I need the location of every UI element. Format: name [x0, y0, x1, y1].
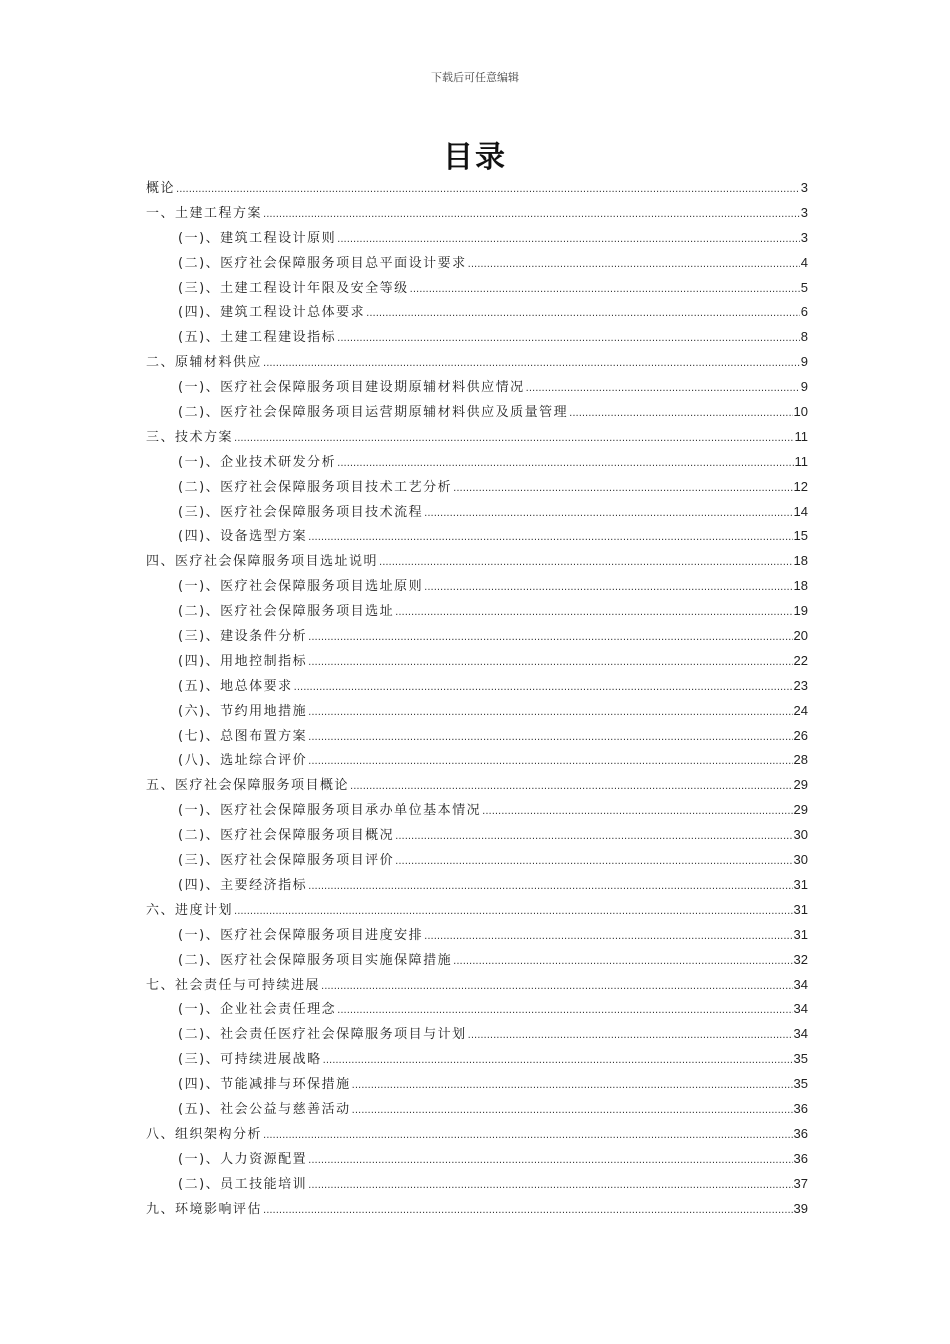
toc-entry[interactable] — [146, 748, 808, 773]
toc-entry[interactable] — [146, 823, 808, 848]
toc-entry-title: (二)、医疗社会保障服务项目技术工艺分析 — [178, 479, 453, 495]
toc-dot-leader — [263, 203, 800, 228]
toc-entry[interactable] — [146, 574, 808, 599]
toc-page-number: 35 — [793, 1051, 808, 1067]
toc-entry[interactable] — [146, 773, 808, 798]
toc-entry-title: (二)、医疗社会保障服务项目实施保障措施 — [178, 952, 453, 968]
toc-dot-leader — [569, 402, 792, 427]
toc-entry-title: 四、医疗社会保障服务项目选址说明 — [146, 554, 379, 570]
toc-entry-title: (三)、建设条件分析 — [178, 629, 308, 645]
toc-page-number: 23 — [793, 677, 808, 693]
toc-entry[interactable] — [146, 201, 808, 226]
toc-entry[interactable] — [146, 450, 808, 475]
toc-page-number: 3 — [800, 204, 808, 220]
toc-dot-leader — [395, 601, 792, 626]
toc-entry-title: (二)、医疗社会保障服务项目运营期原辅材料供应及质量管理 — [178, 405, 569, 421]
toc-entry[interactable] — [146, 624, 808, 649]
toc-page-number: 11 — [794, 428, 808, 444]
toc-entry[interactable] — [146, 997, 808, 1022]
toc-entry-title: (一)、医疗社会保障服务项目承办单位基本情况 — [178, 803, 482, 819]
toc-dot-leader — [468, 1024, 793, 1049]
toc-page-number: 36 — [793, 1100, 808, 1116]
toc-entry[interactable] — [146, 350, 808, 375]
toc-dot-leader — [352, 1074, 793, 1099]
toc-entry-title: (八)、选址综合评价 — [178, 753, 308, 769]
toc-page-number: 24 — [793, 702, 808, 718]
toc-entry[interactable] — [146, 798, 808, 823]
toc-entry[interactable] — [146, 674, 808, 699]
toc-dot-leader — [337, 228, 800, 253]
toc-entry[interactable] — [146, 699, 808, 724]
toc-entry-title: (五)、土建工程建设指标 — [178, 330, 337, 346]
toc-page-number: 10 — [793, 404, 808, 420]
toc-entry-title: (三)、医疗社会保障服务项目评价 — [178, 853, 395, 869]
toc-page-number: 3 — [800, 180, 808, 195]
toc-dot-leader — [321, 975, 793, 1000]
toc-page-number: 12 — [793, 478, 808, 494]
toc-dot-leader — [424, 576, 792, 601]
toc-entry[interactable] — [146, 524, 808, 549]
toc-page-number: 35 — [793, 1076, 808, 1092]
toc-entry[interactable] — [146, 549, 808, 574]
toc-page-number: 28 — [793, 752, 808, 768]
toc-entry[interactable] — [146, 176, 808, 201]
toc-entry[interactable] — [146, 325, 808, 350]
toc-entry-title: (四)、用地控制指标 — [178, 653, 308, 669]
toc-dot-leader — [294, 676, 793, 701]
toc-page-number: 29 — [793, 777, 808, 793]
toc-dot-leader — [350, 775, 793, 800]
toc-dot-leader — [352, 1099, 793, 1124]
toc-page-number: 31 — [793, 901, 808, 917]
toc-page-number: 26 — [793, 727, 808, 743]
toc-entry[interactable] — [146, 226, 808, 251]
toc-dot-leader — [263, 1124, 793, 1149]
toc-page-number: 19 — [793, 603, 808, 619]
toc-entry-title: (一)、建筑工程设计原则 — [178, 230, 337, 246]
toc-dot-leader — [424, 502, 792, 527]
toc-entry[interactable] — [146, 475, 808, 500]
toc-dot-leader — [482, 800, 792, 825]
toc-entry[interactable] — [146, 1022, 808, 1047]
toc-page-number: 37 — [793, 1175, 808, 1191]
toc-dot-leader — [176, 178, 800, 203]
toc-page-number: 3 — [800, 229, 808, 245]
toc-entry[interactable] — [146, 898, 808, 923]
toc-entry[interactable] — [146, 1197, 808, 1222]
toc-page-number: 6 — [800, 304, 808, 320]
toc-entry-title: (一)、人力资源配置 — [178, 1151, 308, 1167]
toc-page-number: 31 — [793, 876, 808, 892]
toc-dot-leader — [468, 253, 800, 278]
toc-page-number: 18 — [793, 578, 808, 594]
toc-page-number: 15 — [793, 528, 808, 544]
toc-entry[interactable] — [146, 923, 808, 948]
toc-entry-title: (一)、医疗社会保障服务项目选址原则 — [178, 579, 424, 595]
toc-page-number: 30 — [793, 852, 808, 868]
document-title: 目录 — [443, 140, 507, 175]
toc-entry-title: 六、进度计划 — [146, 902, 234, 918]
toc-dot-leader — [379, 551, 793, 576]
toc-dot-leader — [337, 452, 793, 477]
toc-entry-title: (二)、社会责任医疗社会保障服务项目与计划 — [178, 1027, 467, 1043]
toc-dot-leader — [263, 1199, 793, 1224]
toc-page-number: 31 — [793, 926, 808, 942]
toc-entry[interactable] — [146, 948, 808, 973]
toc-entry-title: 概论 — [146, 181, 176, 196]
toc-dot-leader — [366, 302, 800, 327]
toc-page-number: 5 — [800, 279, 808, 295]
toc-entry-title: (六)、节约用地措施 — [178, 703, 308, 719]
toc-page-number: 34 — [793, 976, 808, 992]
toc-dot-leader — [308, 526, 792, 551]
toc-dot-leader — [337, 327, 800, 352]
toc-dot-leader — [308, 1174, 792, 1199]
toc-entry[interactable] — [146, 724, 808, 749]
toc-entry-title: (四)、设备选型方案 — [178, 529, 308, 545]
toc-dot-leader — [424, 925, 792, 950]
toc-entry-title: (五)、社会公益与慈善活动 — [178, 1101, 351, 1117]
toc-entry-title: (五)、地总体要求 — [178, 678, 293, 694]
toc-entry[interactable] — [146, 276, 808, 301]
toc-dot-leader — [526, 377, 800, 402]
toc-entry-title: (四)、建筑工程设计总体要求 — [178, 305, 366, 321]
toc-dot-leader — [308, 626, 792, 651]
toc-entry[interactable] — [146, 1122, 808, 1147]
toc-entry[interactable] — [146, 425, 808, 450]
toc-dot-leader — [308, 875, 792, 900]
toc-entry-title: 三、技术方案 — [146, 429, 234, 445]
toc-entry-title: 五、医疗社会保障服务项目概论 — [146, 778, 350, 794]
toc-entry[interactable] — [146, 873, 808, 898]
toc-entry[interactable] — [146, 1047, 808, 1072]
toc-page-number: 32 — [793, 951, 808, 967]
toc-entry-title: (一)、企业社会责任理念 — [178, 1002, 337, 1018]
toc-dot-leader — [263, 352, 800, 377]
toc-entry-title: 九、环境影响评估 — [146, 1201, 263, 1217]
toc-entry-title: (二)、员工技能培训 — [178, 1176, 308, 1192]
toc-page-number: 9 — [800, 354, 808, 370]
toc-entry-title: (一)、企业技术研发分析 — [178, 454, 337, 470]
toc-entry-title: (二)、医疗社会保障服务项目总平面设计要求 — [178, 255, 467, 271]
toc-dot-leader — [234, 900, 793, 925]
toc-page-number: 29 — [793, 802, 808, 818]
toc-page-number: 30 — [793, 827, 808, 843]
toc-page-number: 34 — [793, 1001, 808, 1017]
toc-dot-leader — [323, 1049, 793, 1074]
toc-entry[interactable] — [146, 848, 808, 873]
toc-entry[interactable] — [146, 973, 808, 998]
toc-entry[interactable] — [146, 599, 808, 624]
toc-entry-title: (三)、可持续进展战略 — [178, 1052, 322, 1068]
toc-entry-title: (四)、主要经济指标 — [178, 877, 308, 893]
table-of-contents — [146, 176, 808, 1221]
toc-entry[interactable] — [146, 649, 808, 674]
toc-entry[interactable] — [146, 1172, 808, 1197]
toc-page-number: 14 — [793, 503, 808, 519]
toc-entry[interactable] — [146, 1147, 808, 1172]
toc-dot-leader — [337, 999, 792, 1024]
toc-page-number: 22 — [793, 652, 808, 668]
toc-page-number: 36 — [793, 1150, 808, 1166]
toc-entry-title: 八、组织架构分析 — [146, 1126, 263, 1142]
toc-dot-leader — [308, 750, 792, 775]
toc-entry-title: 二、原辅材料供应 — [146, 355, 263, 371]
toc-page-number: 36 — [793, 1125, 808, 1141]
toc-dot-leader — [234, 427, 793, 452]
toc-entry-title: (三)、医疗社会保障服务项目技术流程 — [178, 504, 424, 520]
page-header-note: 下载后可任意编辑 — [431, 71, 519, 84]
toc-entry-title: 七、社会责任与可持续进展 — [146, 977, 321, 993]
toc-dot-leader — [395, 825, 792, 850]
toc-entry-title: (一)、医疗社会保障服务项目进度安排 — [178, 927, 424, 943]
toc-dot-leader — [453, 950, 792, 975]
toc-page-number: 4 — [800, 254, 808, 270]
toc-dot-leader — [410, 278, 800, 303]
toc-page-number: 34 — [793, 1026, 808, 1042]
toc-entry-title: (七)、总图布置方案 — [178, 728, 308, 744]
toc-entry-title: (一)、医疗社会保障服务项目建设期原辅材料供应情况 — [178, 380, 525, 396]
toc-dot-leader — [395, 850, 792, 875]
toc-dot-leader — [308, 701, 792, 726]
toc-entry-title: (二)、医疗社会保障服务项目选址 — [178, 604, 395, 620]
toc-page-number: 11 — [794, 453, 808, 469]
toc-dot-leader — [308, 1149, 792, 1174]
toc-page-number: 39 — [793, 1200, 808, 1216]
toc-entry-title: (二)、医疗社会保障服务项目概况 — [178, 828, 395, 844]
toc-entry-title: (四)、节能减排与环保措施 — [178, 1077, 351, 1093]
toc-entry[interactable] — [146, 1072, 808, 1097]
toc-entry[interactable] — [146, 400, 808, 425]
toc-entry[interactable] — [146, 300, 808, 325]
toc-entry[interactable] — [146, 251, 808, 276]
toc-entry[interactable] — [146, 1097, 808, 1122]
toc-dot-leader — [453, 477, 792, 502]
toc-entry[interactable] — [146, 375, 808, 400]
toc-page-number: 20 — [793, 628, 808, 644]
toc-entry-title: 一、土建工程方案 — [146, 205, 263, 221]
toc-dot-leader — [308, 651, 792, 676]
toc-dot-leader — [308, 726, 792, 751]
toc-entry[interactable] — [146, 500, 808, 525]
toc-page-number: 9 — [800, 379, 808, 395]
toc-entry-title: (三)、土建工程设计年限及安全等级 — [178, 280, 409, 296]
toc-page-number: 18 — [793, 553, 808, 569]
toc-page-number: 8 — [800, 329, 808, 345]
